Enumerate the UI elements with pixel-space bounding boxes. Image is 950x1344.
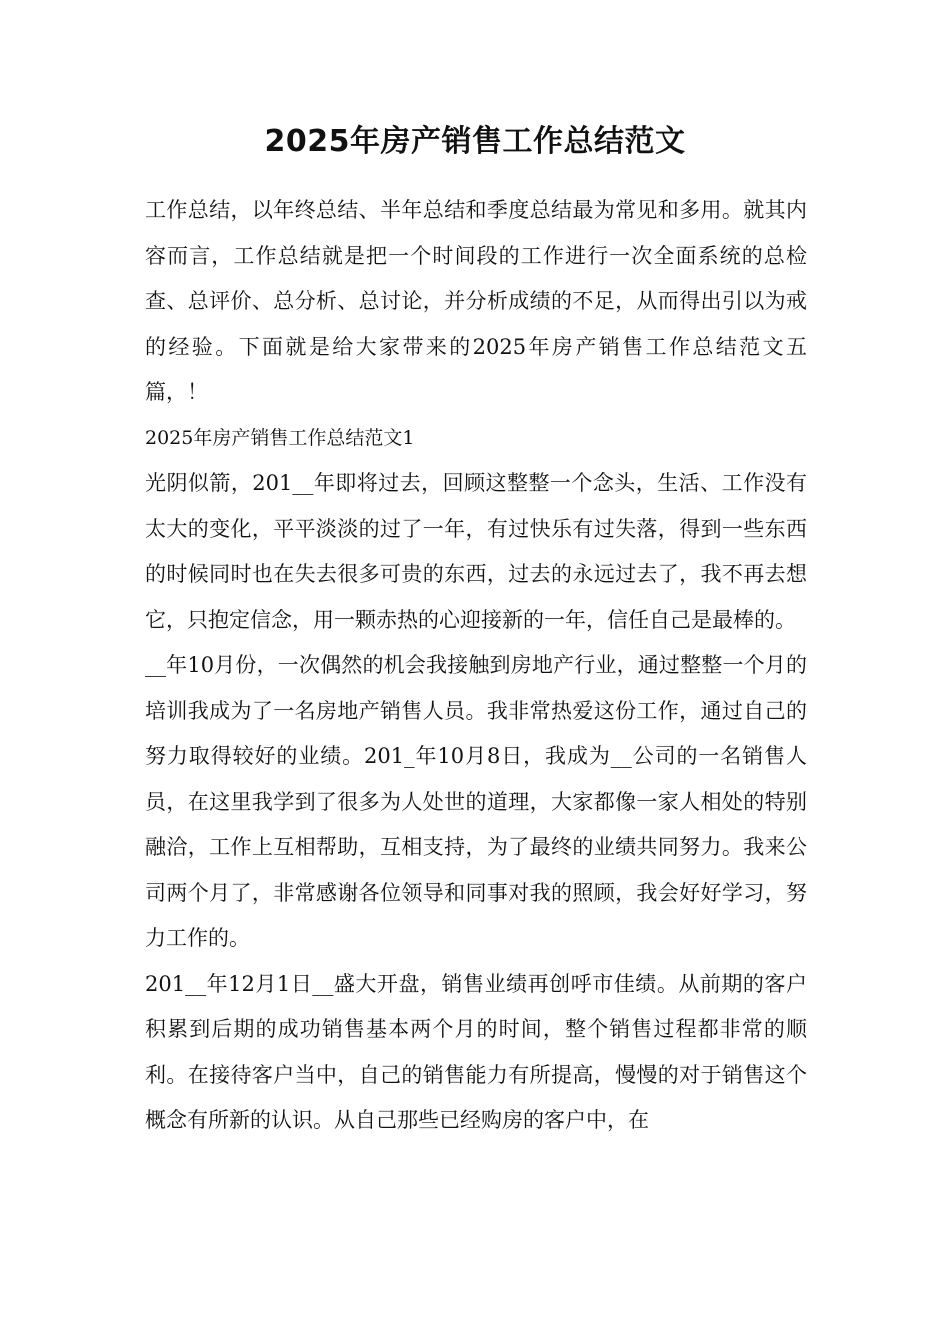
document-body bbox=[145, 188, 807, 1144]
body-paragraph: 光阴似箭，201__年即将过去，回顾这整整一个念头，生活、工作没有太大的变化，平平淡淡的过了一年，有过快乐有过失落，得到一些东西的时候同时也在失去很多可贵的东西，过去的永远过去了，我不再去想它，只抱定信念，用一颗赤热的心迎接新的一年，信任自己是最棒的。 bbox=[145, 471, 807, 632]
intro-paragraph: 工作总结，以年终总结、半年总结和季度总结最为常见和多用。就其内容而言，工作总结就是把一个时间段的工作进行一次全面系统的总检查、总评价、总分析、总讨论，并分析成绩的不足，从而得出引以为戒的经验。下面就是给大家带来的2025年房产销售工作总结范文五篇，！ bbox=[145, 198, 807, 404]
body-paragraph: 201__年12月1日__盛大开盘，销售业绩再创呼市佳绩。从前期的客户积累到后期的成功销售基本两个月的时间，整个销售过程都非常的顺利。在接待客户当中，自己的销售能力有所提高，慢慢的对于销售这个概念有所新的认识。从自己那些已经购房的客户中，在 bbox=[145, 971, 807, 1132]
document-title: 2025年房产销售工作总结范文 bbox=[264, 124, 686, 159]
section-heading: 2025年房产销售工作总结范文1 bbox=[145, 426, 415, 449]
body-paragraph: __年10月份，一次偶然的机会我接触到房地产行业，通过整整一个月的培训我成为了一名房地产销售人员。我非常热爱这份工作，通过自己的努力取得较好的业绩。201_年10月8日，我成为__公司的一名销售人员，在这里我学到了很多为人处世的道理，大家都像一家人相处的特别融洽，工作上互相帮助，互相支持，为了最终的业绩共同努力。我来公司两个月了，非常感谢各位领导和同事对我的照顾，我会好好学习，努力工作的。 bbox=[145, 653, 807, 950]
